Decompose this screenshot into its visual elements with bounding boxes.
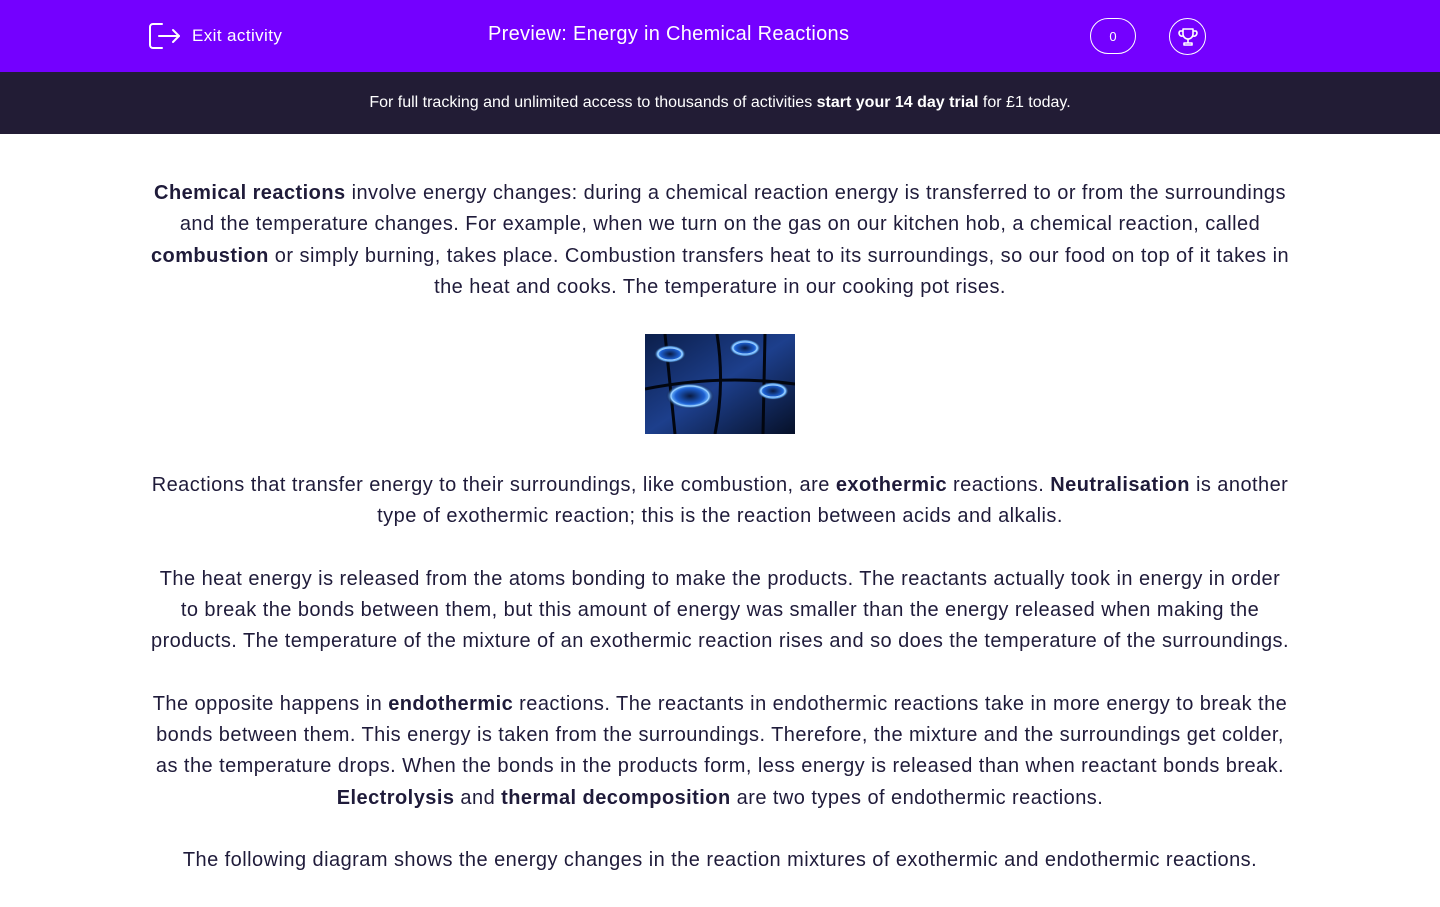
paragraph-text: reactions. The reactants in endothermic reactions take in more energy to break the bonds between them. This energy is taken from the surroundings. Therefore, the mixture and the surroundings get colder, as the temperature drops. When the bonds in the products form, less energy is released than when reactant bonds break. — [155, 692, 1288, 778]
paragraph-text: involve energy changes: during a chemical reaction energy is transferred to or from the surroundings and the temperature changes. For example, when we turn on the gas on our kitchen hob, a chemical reaction, called — [179, 182, 1286, 236]
trophy-button[interactable] — [1169, 18, 1206, 55]
paragraph-intro — [150, 178, 1290, 303]
term-chemical-reactions: Chemical reactions — [154, 182, 346, 204]
exit-activity-label: Exit activity — [192, 26, 283, 45]
exit-activity-button[interactable] — [148, 21, 282, 51]
term-endothermic: endothermic — [388, 692, 514, 715]
trial-banner-text: For full tracking and unlimited access to thousands of activities — [369, 94, 817, 111]
exit-icon — [148, 21, 182, 51]
term-combustion: combustion — [150, 244, 269, 267]
trial-banner — [0, 72, 1440, 134]
page-title: Preview: Energy in Chemical Reactions — [488, 23, 850, 45]
paragraph-endothermic — [150, 689, 1290, 814]
trophy-icon — [1176, 25, 1200, 49]
paragraph-text: and — [454, 786, 502, 809]
article — [150, 178, 1290, 907]
term-neutralisation: Neutralisation — [1050, 474, 1190, 497]
gas-hob-image — [150, 334, 1290, 434]
top-bar — [0, 0, 1440, 72]
term-thermal-decomposition: thermal decomposition — [501, 786, 731, 809]
paragraph-diagram-intro: The following diagram shows the energy changes in the reaction mixtures of exothermic and endothermic reactions. — [182, 848, 1258, 871]
term-exothermic: exothermic — [835, 474, 948, 497]
score-badge: 0 — [1090, 18, 1136, 54]
paragraph-text: are two types of endothermic reactions. — [730, 786, 1104, 809]
start-trial-link[interactable]: start your 14 day trial — [816, 94, 979, 111]
paragraph-text: The opposite happens in — [152, 692, 389, 715]
trial-banner-price: for £1 today. — [978, 94, 1071, 111]
paragraph-text: is another type of exothermic reaction; this is the reaction between acids and alkalis. — [377, 474, 1289, 528]
paragraph-text: reactions. — [947, 474, 1051, 497]
paragraph-bond-energy: The heat energy is released from the atoms bonding to make the products. The reactants actually took in energy in order to break the bonds between them, but this amount of energy was smaller than the energy released when making the products. The temperature of the mixture of an exothermic reaction rises and so does the temperature of the surroundings. — [151, 567, 1289, 653]
paragraph-text: Reactions that transfer energy to their surroundings, like combustion, are — [151, 474, 836, 497]
gas-hob-picture — [645, 334, 795, 434]
paragraph-text: or simply burning, takes place. Combustion transfers heat to its surroundings, so our food on top of it takes in the heat and cooks. The temperature in our cooking pot rises. — [268, 244, 1290, 298]
term-electrolysis: Electrolysis — [336, 786, 455, 809]
paragraph-exothermic — [150, 470, 1290, 533]
